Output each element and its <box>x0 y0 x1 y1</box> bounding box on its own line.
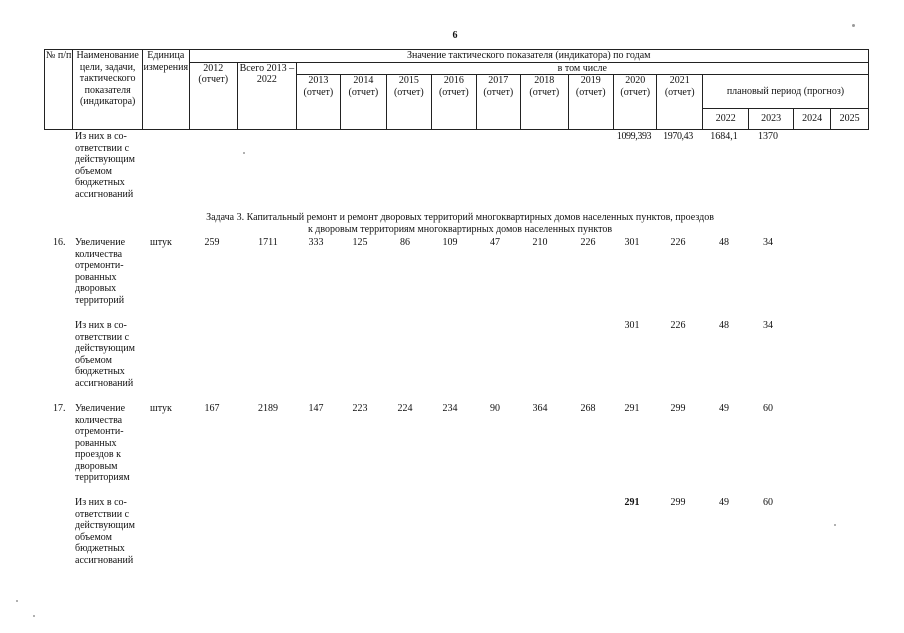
row-unit: штук <box>150 403 172 414</box>
cell-2021: 299 <box>670 497 686 508</box>
col-2021-header: 2021 (отчет) <box>657 75 702 130</box>
col-2015-header: 2015 (отчет) <box>386 75 431 130</box>
cell-2023: 1370 <box>758 131 778 142</box>
col-2014-header: 2014 (отчет) <box>341 75 386 130</box>
cell-2017: 47 <box>490 237 500 248</box>
page-number: 6 <box>452 30 458 41</box>
cell-2013: 147 <box>308 403 324 414</box>
cell-2020: 291 <box>624 403 640 414</box>
cell-2014: 223 <box>352 403 368 414</box>
cell-2013: 333 <box>308 237 324 248</box>
cell-2020: 301 <box>624 237 640 248</box>
cell-2019: 226 <box>580 237 596 248</box>
col-in-that-header: в том числе <box>296 62 868 75</box>
col-2013-header: 2013 (отчет) <box>296 75 340 130</box>
col-2019-header: 2019 (отчет) <box>568 75 613 130</box>
cell-2015: 224 <box>397 403 413 414</box>
cell-2018: 364 <box>532 403 548 414</box>
col-name-header: Наименование цели, задачи, тактического показателя (индикатора) <box>73 50 143 130</box>
row-name: Увеличение количества отремонти- рованных дворовых территорий <box>75 237 126 306</box>
cell-2017: 90 <box>490 403 500 414</box>
task-heading: Задача 3. Капитальный ремонт и ремонт дворовых территорий многоквартирных домов населенных пунктов, проездов к дворовым территориям многоквартирных домов населенных пунктов <box>206 212 714 235</box>
cell-2012: 167 <box>204 403 220 414</box>
col-2024-header: 2024 <box>793 109 830 130</box>
cell-2020: 1099,393 <box>616 131 652 142</box>
cell-2022: 48 <box>719 320 729 331</box>
scan-speck <box>243 152 245 154</box>
col-2022-header: 2022 <box>702 109 748 130</box>
row-name: Увеличение количества отремонти- рованных проездов к дворовым территориям <box>75 403 130 483</box>
col-plan-period-header: плановый период (прогноз) <box>702 75 868 109</box>
cell-2023: 34 <box>763 320 773 331</box>
col-2023-header: 2023 <box>749 109 793 130</box>
cell-total: 1711 <box>258 237 278 248</box>
col-num-header: № п/п <box>45 50 73 130</box>
col-2020-header: 2020 (отчет) <box>614 75 657 130</box>
scan-speck <box>16 600 18 602</box>
col-2017-header: 2017 (отчет) <box>476 75 520 130</box>
row-number: 16. <box>53 237 66 248</box>
cell-2020: 301 <box>624 320 640 331</box>
cell-total: 2189 <box>258 403 278 414</box>
row-name: Из них в со- ответствии с действующим объемом бюджетных ассигнований <box>75 131 135 200</box>
cell-2015: 86 <box>400 237 410 248</box>
scan-speck <box>852 24 855 27</box>
cell-2021: 299 <box>670 403 686 414</box>
col-unit-header: Единица измерения <box>143 50 189 130</box>
col-2016-header: 2016 (отчет) <box>432 75 476 130</box>
row-name: Из них в со- ответствии с действующим объемом бюджетных ассигнований <box>75 320 135 389</box>
scan-speck <box>33 615 35 617</box>
col-2025-header: 2025 <box>831 109 869 130</box>
col-2018-header: 2018 (отчет) <box>521 75 569 130</box>
cell-2022: 48 <box>719 237 729 248</box>
row-name: Из них в со- ответствии с действующим объемом бюджетных ассигнований <box>75 497 135 566</box>
cell-2019: 268 <box>580 403 596 414</box>
col-2012-header: 2012 (отчет) <box>189 62 238 130</box>
header-table <box>44 49 869 130</box>
cell-2023: 60 <box>763 403 773 414</box>
cell-2016: 109 <box>442 237 458 248</box>
col-total-header: Всего 2013 – 2022 <box>238 62 297 130</box>
cell-2022: 1684,1 <box>710 131 738 142</box>
cell-2012: 259 <box>204 237 220 248</box>
row-number: 17. <box>53 403 66 414</box>
cell-2022: 49 <box>719 403 729 414</box>
cell-2023: 60 <box>763 497 773 508</box>
cell-2022: 49 <box>719 497 729 508</box>
cell-2014: 125 <box>352 237 368 248</box>
scan-speck <box>834 524 836 526</box>
cell-2021: 226 <box>670 237 686 248</box>
row-unit: штук <box>150 237 172 248</box>
cell-2020: 291 <box>624 497 640 508</box>
cell-2021: 226 <box>670 320 686 331</box>
cell-2018: 210 <box>532 237 548 248</box>
col-values-header: Значение тактического показателя (индикатора) по годам <box>189 50 868 63</box>
cell-2023: 34 <box>763 237 773 248</box>
cell-2021: 1970,43 <box>663 131 693 142</box>
cell-2016: 234 <box>442 403 458 414</box>
